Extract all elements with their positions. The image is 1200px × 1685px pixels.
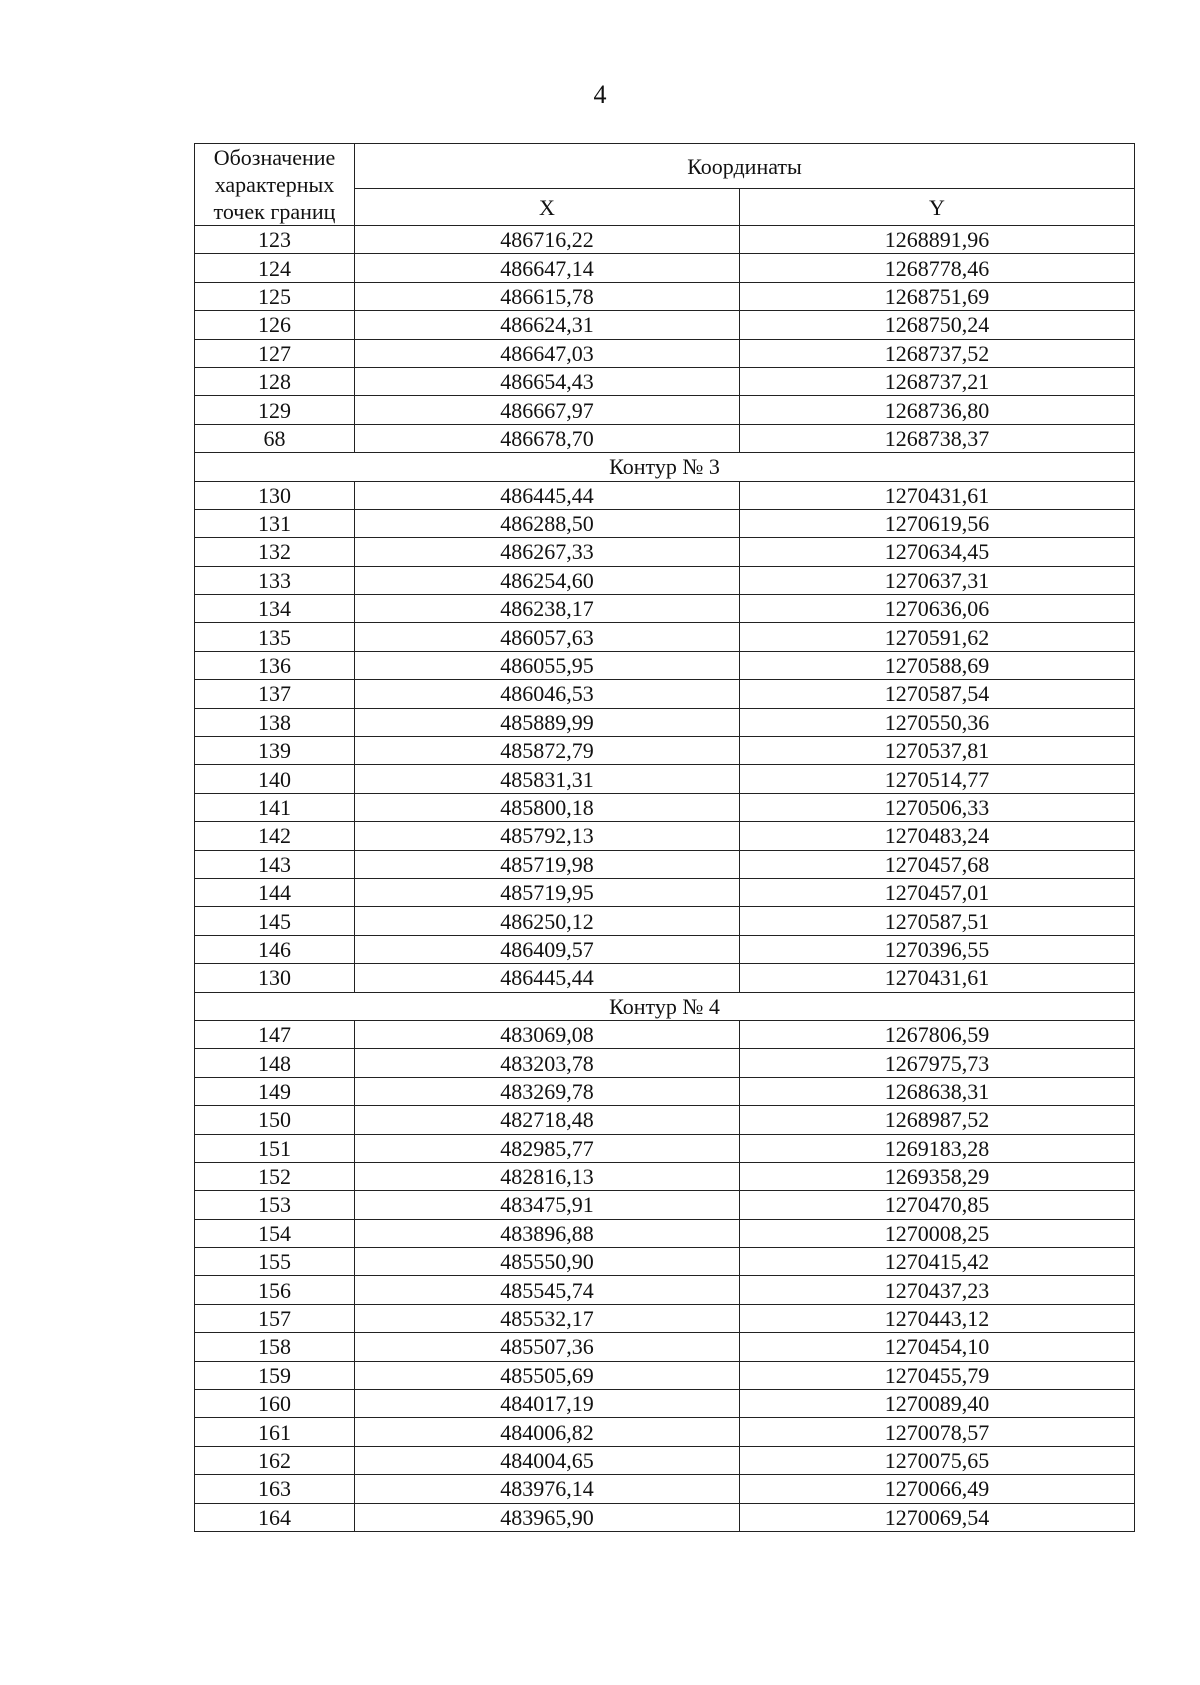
point-id-cell: 155 (195, 1248, 355, 1276)
header-x: X (355, 189, 740, 226)
y-coordinate-cell: 1270069,54 (740, 1503, 1135, 1531)
contour-label: Контур № 3 (195, 453, 1135, 481)
x-coordinate-cell: 486678,70 (355, 424, 740, 452)
table-row (195, 1304, 1135, 1332)
y-coordinate-cell: 1270637,31 (740, 566, 1135, 594)
table-row (195, 1020, 1135, 1048)
x-coordinate-cell: 483965,90 (355, 1503, 740, 1531)
point-id-cell: 140 (195, 765, 355, 793)
table-row (195, 1134, 1135, 1162)
x-coordinate-cell: 483203,78 (355, 1049, 740, 1077)
y-coordinate-cell: 1270075,65 (740, 1446, 1135, 1474)
table-row (195, 964, 1135, 992)
y-coordinate-cell: 1270506,33 (740, 793, 1135, 821)
table-row (195, 1191, 1135, 1219)
point-id-cell: 135 (195, 623, 355, 651)
x-coordinate-cell: 485872,79 (355, 737, 740, 765)
table-row (195, 396, 1135, 424)
point-id-cell: 150 (195, 1106, 355, 1134)
header-coordinates: Координаты (355, 144, 1135, 189)
x-coordinate-cell: 486055,95 (355, 651, 740, 679)
y-coordinate-cell: 1270431,61 (740, 481, 1135, 509)
table-row (195, 907, 1135, 935)
y-coordinate-cell: 1270437,23 (740, 1276, 1135, 1304)
point-id-cell: 152 (195, 1162, 355, 1190)
x-coordinate-cell: 486409,57 (355, 935, 740, 963)
x-coordinate-cell: 486667,97 (355, 396, 740, 424)
y-coordinate-cell: 1270066,49 (740, 1475, 1135, 1503)
y-coordinate-cell: 1270455,79 (740, 1361, 1135, 1389)
point-id-cell: 144 (195, 878, 355, 906)
x-coordinate-cell: 486254,60 (355, 566, 740, 594)
table-row (195, 737, 1135, 765)
x-coordinate-cell: 486647,03 (355, 339, 740, 367)
y-coordinate-cell: 1270619,56 (740, 509, 1135, 537)
point-id-cell: 126 (195, 311, 355, 339)
x-coordinate-cell: 483269,78 (355, 1077, 740, 1105)
x-coordinate-cell: 483976,14 (355, 1475, 740, 1503)
y-coordinate-cell: 1268737,21 (740, 367, 1135, 395)
point-id-cell: 151 (195, 1134, 355, 1162)
table-row (195, 1361, 1135, 1389)
table-row (195, 1333, 1135, 1361)
y-coordinate-cell: 1267806,59 (740, 1020, 1135, 1048)
table-row (195, 878, 1135, 906)
y-coordinate-cell: 1270591,62 (740, 623, 1135, 651)
point-id-cell: 159 (195, 1361, 355, 1389)
point-id-cell: 153 (195, 1191, 355, 1219)
x-coordinate-cell: 486445,44 (355, 481, 740, 509)
table-row (195, 708, 1135, 736)
y-coordinate-cell: 1268736,80 (740, 396, 1135, 424)
x-coordinate-cell: 485505,69 (355, 1361, 740, 1389)
point-id-cell: 125 (195, 282, 355, 310)
header-point-designation: Обозначение характерных точек границ (195, 144, 355, 226)
table-row (195, 1106, 1135, 1134)
y-coordinate-cell: 1267975,73 (740, 1049, 1135, 1077)
contour-header-row (195, 453, 1135, 481)
contour-header-row (195, 992, 1135, 1020)
y-coordinate-cell: 1270089,40 (740, 1390, 1135, 1418)
table-row (195, 509, 1135, 537)
y-coordinate-cell: 1270443,12 (740, 1304, 1135, 1332)
point-id-cell: 139 (195, 737, 355, 765)
header-row (195, 144, 1135, 189)
point-id-cell: 138 (195, 708, 355, 736)
y-coordinate-cell: 1268987,52 (740, 1106, 1135, 1134)
point-id-cell: 141 (195, 793, 355, 821)
x-coordinate-cell: 483069,08 (355, 1020, 740, 1048)
y-coordinate-cell: 1270483,24 (740, 822, 1135, 850)
table-row (195, 935, 1135, 963)
point-id-cell: 130 (195, 964, 355, 992)
table-row (195, 367, 1135, 395)
header-y: Y (740, 189, 1135, 226)
x-coordinate-cell: 482985,77 (355, 1134, 740, 1162)
x-coordinate-cell: 483896,88 (355, 1219, 740, 1247)
y-coordinate-cell: 1268738,37 (740, 424, 1135, 452)
table-row (195, 1162, 1135, 1190)
y-coordinate-cell: 1270078,57 (740, 1418, 1135, 1446)
y-coordinate-cell: 1270431,61 (740, 964, 1135, 992)
y-coordinate-cell: 1270634,45 (740, 538, 1135, 566)
point-id-cell: 148 (195, 1049, 355, 1077)
point-id-cell: 142 (195, 822, 355, 850)
y-coordinate-cell: 1270550,36 (740, 708, 1135, 736)
y-coordinate-cell: 1268750,24 (740, 311, 1135, 339)
point-id-cell: 154 (195, 1219, 355, 1247)
point-id-cell: 146 (195, 935, 355, 963)
table-row (195, 1276, 1135, 1304)
x-coordinate-cell: 486288,50 (355, 509, 740, 537)
table-row (195, 850, 1135, 878)
y-coordinate-cell: 1268778,46 (740, 254, 1135, 282)
point-id-cell: 161 (195, 1418, 355, 1446)
table-row (195, 1248, 1135, 1276)
y-coordinate-cell: 1268891,96 (740, 226, 1135, 254)
y-coordinate-cell: 1270588,69 (740, 651, 1135, 679)
x-coordinate-cell: 486250,12 (355, 907, 740, 935)
x-coordinate-cell: 486057,63 (355, 623, 740, 651)
x-coordinate-cell: 486445,44 (355, 964, 740, 992)
point-id-cell: 164 (195, 1503, 355, 1531)
x-coordinate-cell: 482816,13 (355, 1162, 740, 1190)
coordinates-table (194, 143, 1135, 1532)
table-row (195, 822, 1135, 850)
y-coordinate-cell: 1270587,51 (740, 907, 1135, 935)
page-number: 4 (593, 80, 607, 109)
y-coordinate-cell: 1270587,54 (740, 680, 1135, 708)
point-id-cell: 143 (195, 850, 355, 878)
point-id-cell: 68 (195, 424, 355, 452)
x-coordinate-cell: 485532,17 (355, 1304, 740, 1332)
point-id-cell: 157 (195, 1304, 355, 1332)
x-coordinate-cell: 485719,98 (355, 850, 740, 878)
table-row (195, 566, 1135, 594)
point-id-cell: 163 (195, 1475, 355, 1503)
y-coordinate-cell: 1270454,10 (740, 1333, 1135, 1361)
point-id-cell: 130 (195, 481, 355, 509)
x-coordinate-cell: 485889,99 (355, 708, 740, 736)
x-coordinate-cell: 484004,65 (355, 1446, 740, 1474)
table-row (195, 311, 1135, 339)
point-id-cell: 149 (195, 1077, 355, 1105)
table-row (195, 680, 1135, 708)
y-coordinate-cell: 1270636,06 (740, 595, 1135, 623)
contour-label: Контур № 4 (195, 992, 1135, 1020)
point-id-cell: 128 (195, 367, 355, 395)
point-id-cell: 156 (195, 1276, 355, 1304)
y-coordinate-cell: 1270415,42 (740, 1248, 1135, 1276)
table-row (195, 765, 1135, 793)
table-row (195, 1077, 1135, 1105)
point-id-cell: 136 (195, 651, 355, 679)
table-row (195, 1418, 1135, 1446)
point-id-cell: 158 (195, 1333, 355, 1361)
point-id-cell: 137 (195, 680, 355, 708)
y-coordinate-cell: 1268751,69 (740, 282, 1135, 310)
x-coordinate-cell: 485545,74 (355, 1276, 740, 1304)
table-row (195, 595, 1135, 623)
y-coordinate-cell: 1270537,81 (740, 737, 1135, 765)
table-row (195, 226, 1135, 254)
x-coordinate-cell: 485831,31 (355, 765, 740, 793)
table-row (195, 1503, 1135, 1531)
table-row (195, 1475, 1135, 1503)
table-row (195, 1390, 1135, 1418)
point-id-cell: 134 (195, 595, 355, 623)
point-id-cell: 123 (195, 226, 355, 254)
x-coordinate-cell: 483475,91 (355, 1191, 740, 1219)
x-coordinate-cell: 484006,82 (355, 1418, 740, 1446)
table-row (195, 282, 1135, 310)
point-id-cell: 127 (195, 339, 355, 367)
x-coordinate-cell: 486654,43 (355, 367, 740, 395)
point-id-cell: 133 (195, 566, 355, 594)
x-coordinate-cell: 485507,36 (355, 1333, 740, 1361)
x-coordinate-cell: 484017,19 (355, 1390, 740, 1418)
x-coordinate-cell: 485719,95 (355, 878, 740, 906)
x-coordinate-cell: 482718,48 (355, 1106, 740, 1134)
table-row (195, 424, 1135, 452)
table-row (195, 481, 1135, 509)
y-coordinate-cell: 1270396,55 (740, 935, 1135, 963)
table-row (195, 254, 1135, 282)
y-coordinate-cell: 1270470,85 (740, 1191, 1135, 1219)
table-row (195, 793, 1135, 821)
table-row (195, 1049, 1135, 1077)
point-id-cell: 162 (195, 1446, 355, 1474)
table-row (195, 623, 1135, 651)
point-id-cell: 131 (195, 509, 355, 537)
table-body (195, 226, 1135, 1532)
x-coordinate-cell: 486716,22 (355, 226, 740, 254)
table-row (195, 651, 1135, 679)
x-coordinate-cell: 485800,18 (355, 793, 740, 821)
y-coordinate-cell: 1270457,01 (740, 878, 1135, 906)
y-coordinate-cell: 1270514,77 (740, 765, 1135, 793)
point-id-cell: 124 (195, 254, 355, 282)
y-coordinate-cell: 1269358,29 (740, 1162, 1135, 1190)
point-id-cell: 160 (195, 1390, 355, 1418)
table-row (195, 538, 1135, 566)
x-coordinate-cell: 485792,13 (355, 822, 740, 850)
x-coordinate-cell: 486624,31 (355, 311, 740, 339)
y-coordinate-cell: 1268638,31 (740, 1077, 1135, 1105)
y-coordinate-cell: 1269183,28 (740, 1134, 1135, 1162)
x-coordinate-cell: 485550,90 (355, 1248, 740, 1276)
table-row (195, 1446, 1135, 1474)
table-row (195, 1219, 1135, 1247)
x-coordinate-cell: 486238,17 (355, 595, 740, 623)
x-coordinate-cell: 486046,53 (355, 680, 740, 708)
x-coordinate-cell: 486647,14 (355, 254, 740, 282)
point-id-cell: 129 (195, 396, 355, 424)
x-coordinate-cell: 486267,33 (355, 538, 740, 566)
y-coordinate-cell: 1268737,52 (740, 339, 1135, 367)
x-coordinate-cell: 486615,78 (355, 282, 740, 310)
y-coordinate-cell: 1270457,68 (740, 850, 1135, 878)
y-coordinate-cell: 1270008,25 (740, 1219, 1135, 1247)
point-id-cell: 147 (195, 1020, 355, 1048)
point-id-cell: 132 (195, 538, 355, 566)
table-row (195, 339, 1135, 367)
point-id-cell: 145 (195, 907, 355, 935)
